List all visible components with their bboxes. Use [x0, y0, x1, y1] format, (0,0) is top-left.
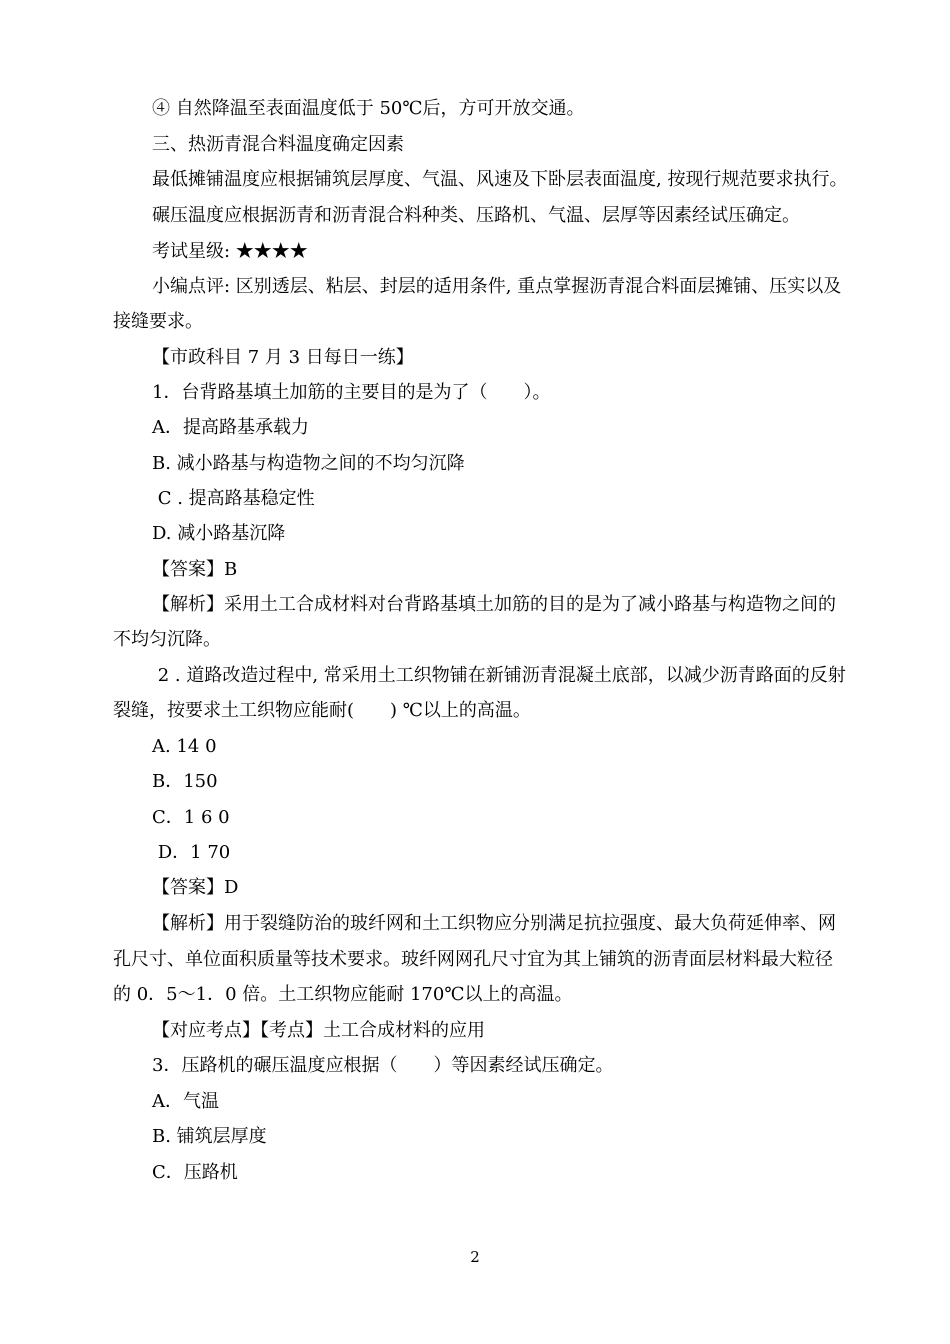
- q1-explanation-line2: 不均匀沉降。: [113, 629, 221, 650]
- q3-option-b: B. 铺筑层厚度: [152, 1126, 267, 1147]
- daily-practice-heading: 【市政科目 7 月 3 日每日一练】: [152, 347, 414, 368]
- q2-explanation-line3: 的 0．5～1．0 倍。土工织物应能耐 170℃以上的高温。: [113, 984, 573, 1005]
- question-1: 1．台背路基填土加筋的主要目的是为了（ ）。: [152, 382, 551, 403]
- text-line-roll-temp: 碾压温度应根据沥青和沥青混合料种类、压路机、气温、层厚等因素经试压确定。: [152, 205, 800, 226]
- q1-option-a: A．提高路基承载力: [152, 417, 309, 438]
- q1-explanation-line1: 【解析】采用土工合成材料对台背路基填土加筋的目的是为了减小路基与构造物之间的: [152, 594, 836, 615]
- text-line-min-temp: 最低摊铺温度应根据铺筑层厚度、气温、风速及下卧层表面温度, 按现行规范要求执行。: [152, 169, 848, 190]
- q1-option-b: B. 减小路基与构造物之间的不均匀沉降: [152, 453, 465, 474]
- q2-explanation-line1: 【解析】用于裂缝防治的玻纤网和土工织物应分别满足抗拉强度、最大负荷延伸率、网: [152, 913, 836, 934]
- q1-answer: 【答案】B: [152, 559, 238, 580]
- q1-option-c: C . 提高路基稳定性: [152, 488, 315, 509]
- q2-related-topic: 【对应考点】【考点】土工合成材料的应用: [152, 1020, 485, 1041]
- q2-option-b: B．150: [152, 771, 218, 792]
- q3-option-c: C．压路机: [152, 1162, 238, 1183]
- editor-comment-line1: 小编点评: 区别透层、粘层、封层的适用条件, 重点掌握沥青混合料面层摊铺、压实以及: [152, 276, 842, 297]
- q2-answer: 【答案】D: [152, 877, 239, 898]
- text-line-cooling: ④ 自然降温至表面温度低于 50℃后，方可开放交通。: [152, 98, 585, 119]
- question-2-line1: 2 . 道路改造过程中, 常采用土工织物铺在新铺沥青混凝土底部，以减少沥青路面的反射: [152, 665, 846, 686]
- question-3: 3．压路机的碾压温度应根据（ ）等因素经试压确定。: [152, 1055, 614, 1076]
- section-heading-3: 三、热沥青混合料温度确定因素: [152, 134, 404, 155]
- q2-explanation-line2: 孔尺寸、单位面积质量等技术要求。玻纤网网孔尺寸宜为其上铺筑的沥青面层材料最大粒径: [113, 949, 833, 970]
- q2-option-c: C．1 6 0: [152, 807, 230, 828]
- q2-option-d: D．1 70: [152, 842, 231, 863]
- q3-option-a: A．气温: [152, 1091, 219, 1112]
- q1-option-d: D. 减小路基沉降: [152, 523, 286, 544]
- page-number: 2: [470, 1248, 480, 1266]
- editor-comment-line2: 接缝要求。: [113, 311, 203, 332]
- q2-option-a: A. 14 0: [152, 736, 217, 757]
- question-2-line2: 裂缝，按要求土工织物应能耐( ) ℃以上的高温。: [113, 700, 531, 721]
- exam-star-rating: 考试星级: ★★★★: [152, 241, 308, 262]
